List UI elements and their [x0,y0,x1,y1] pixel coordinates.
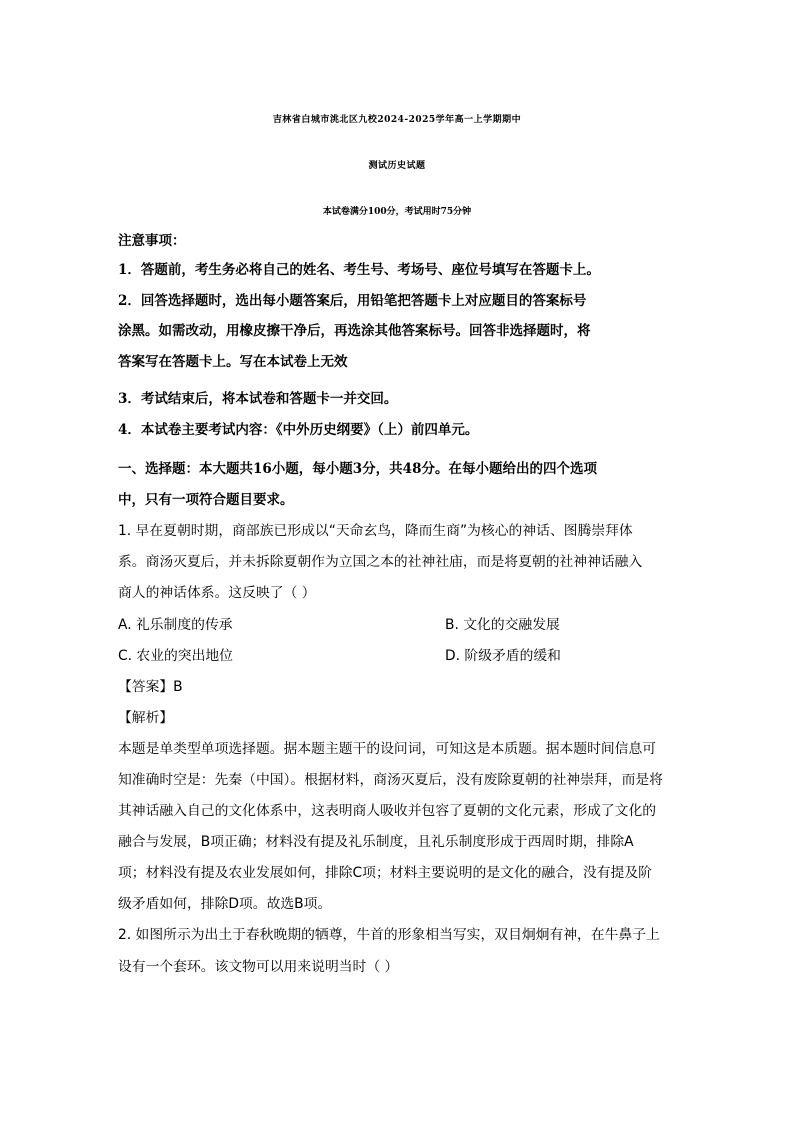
analysis-line: 本题是单类型单项选择题。据本题主题干的设问词，可知这是本质题。据本题时间信息可 [118,741,657,757]
question-1-stem: 1. 早在夏朝时期，商部族已形成以“天命玄鸟，降而生商”为核心的神话、图腾崇拜体 [118,523,633,539]
analysis-label: 【解析】 [118,710,174,726]
analysis-line: 知准确时空是：先秦（中国）。根据材料，商汤灭夏后，没有废除夏朝的社神崇拜，而是将 [118,772,663,788]
notice-item: 涂黑。如需改动，用橡皮擦干净后，再选涂其他答案标号。回答非选择题时，将 [118,323,591,339]
option-a: A. 礼乐制度的传承 [118,617,233,633]
answer-label: 【答案】B [118,679,183,695]
question-1-stem: 商人的神话体系。这反映了（ ） [118,585,316,601]
exam-title-line-2: 测试历史试题 [368,161,426,171]
exam-subtitle: 本试卷满分100分，考试用时75分钟 [322,207,472,217]
notice-item: 1．答题前，考生务必将自己的姓名、考生号、考场号、座位号填写在答题卡上。 [118,262,600,278]
notice-heading: 注意事项： [118,233,186,249]
option-b: B. 文化的交融发展 [445,617,560,633]
question-2-stem: 设有一个套环。该文物可以用来说明当时（ ） [118,959,399,975]
notice-item: 4．本试卷主要考试内容：《中外历史纲要》（上）前四单元。 [118,422,479,438]
analysis-line: 其神话融入自己的文化体系中，这表明商人吸收并包容了夏朝的文化元素，形成了文化的 [118,803,657,819]
notice-item: 3．考试结束后，将本试卷和答题卡一并交回。 [118,391,398,407]
section-heading: 中，只有一项符合题目要求。 [118,492,294,508]
section-heading: 一、选择题：本大题共16小题，每小题3分，共48分。在每小题给出的四个选项 [118,461,597,477]
option-c: C. 农业的突出地位 [118,648,233,664]
exam-title-line-1: 吉林省白城市洮北区九校2024-2025学年高一上学期期中 [272,115,522,125]
analysis-line: 融合与发展，B项正确；材料没有提及礼乐制度，且礼乐制度形成于西周时期，排除A [118,834,634,850]
analysis-line: 项；材料没有提及农业发展如何，排除C项；材料主要说明的是文化的融合，没有提及阶 [118,865,652,881]
option-d: D. 阶级矛盾的缓和 [445,648,561,664]
question-1-stem: 系。商汤灭夏后，并未拆除夏朝作为立国之本的社神社庙，而是将夏朝的社神神话融入 [118,554,643,570]
notice-item: 2．回答选择题时，选出每小题答案后，用铅笔把答题卡上对应题目的答案标号 [118,293,587,309]
question-2-stem: 2. 如图所示为出土于春秋晚期的牺尊，牛首的形象相当写实，双目炯炯有神，在牛鼻子上 [118,927,660,943]
notice-item: 答案写在答题卡上。写在本试卷上无效 [118,354,348,370]
analysis-line: 级矛盾如何，排除D项。故选B项。 [118,896,332,912]
